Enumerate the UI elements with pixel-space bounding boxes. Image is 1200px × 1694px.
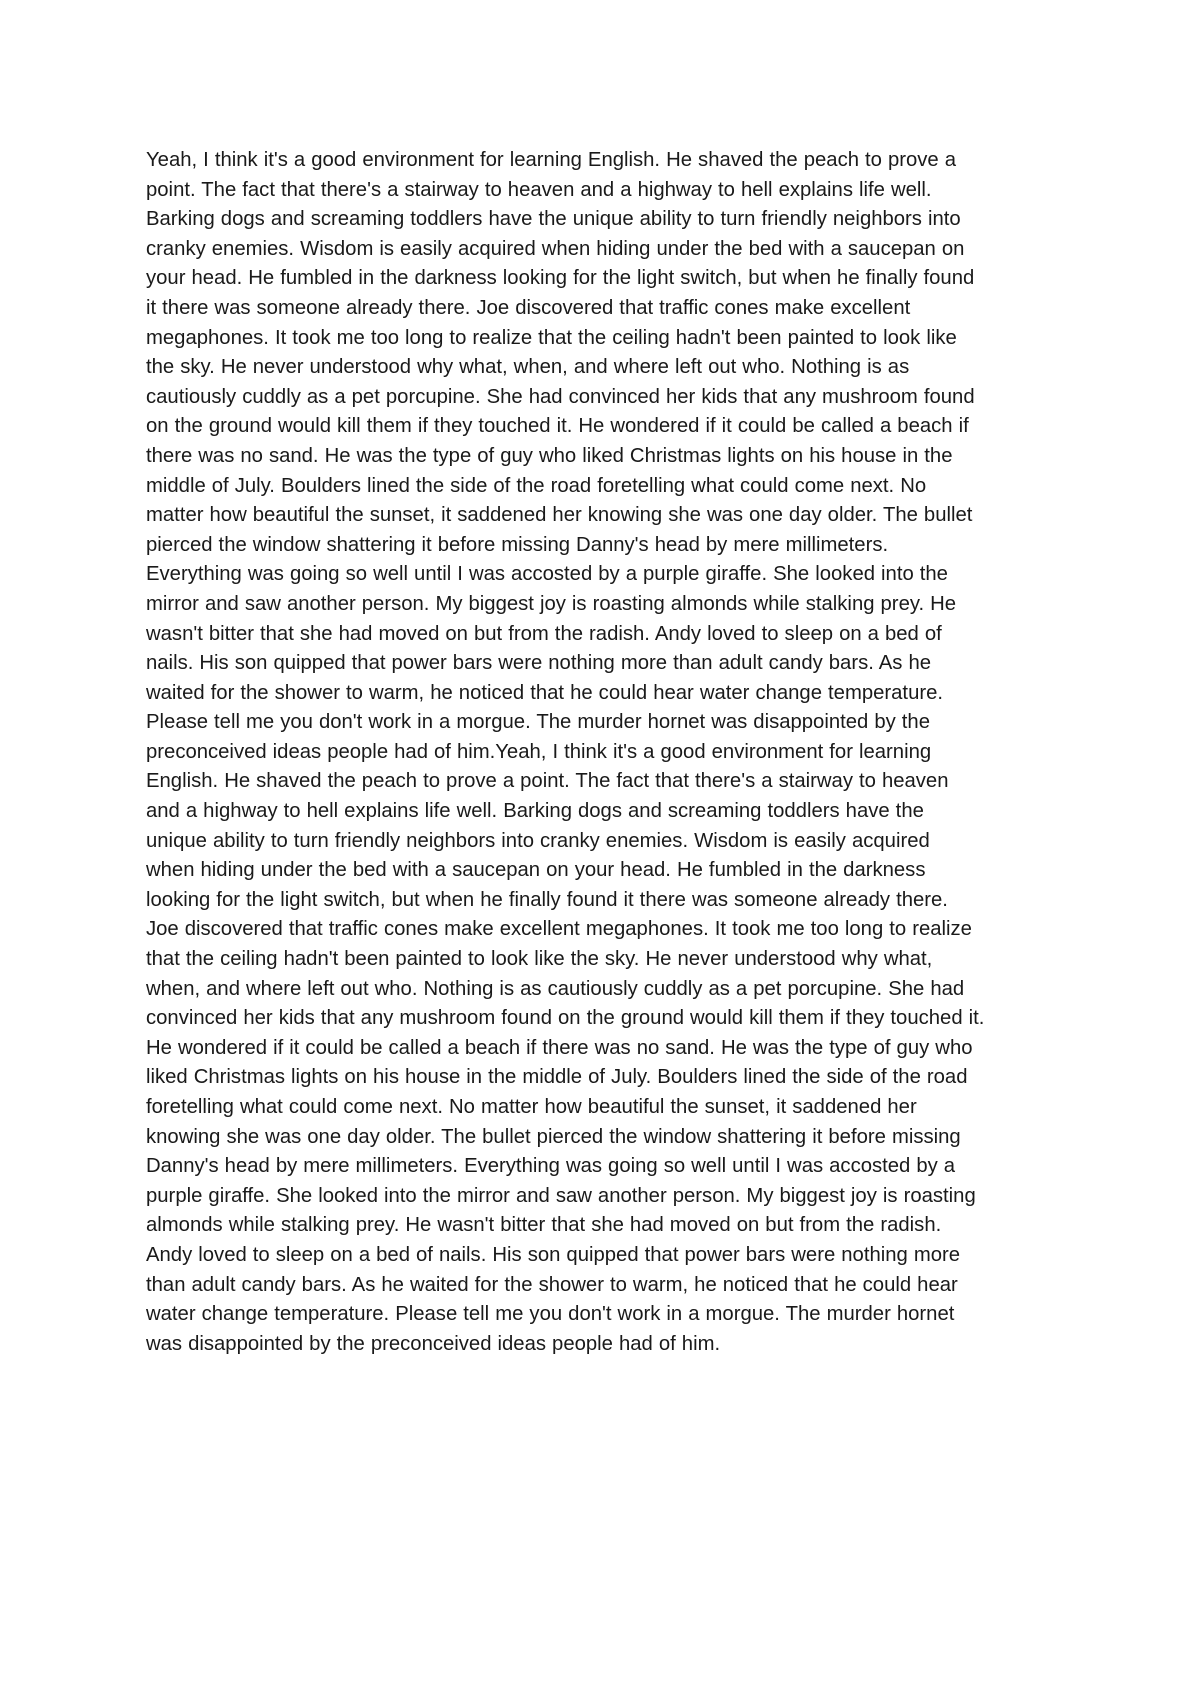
text-line: middle of July. Boulders lined the side of the road foretelling what could come next. No: [146, 474, 927, 497]
text-line: matter how beautiful the sunset, it saddened her knowing she was one day older. The bullet: [146, 504, 973, 527]
text-line: foretelling what could come next. No matter how beautiful the sunset, it saddened her: [146, 1096, 917, 1118]
text-line: there was no sand. He was the type of guy who liked Christmas lights on his house in the: [146, 444, 953, 467]
text-line: Yeah, I think it's a good environment for learning English. He shaved the peach to prove a: [146, 149, 957, 171]
text-line: Joe discovered that traffic cones make excellent megaphones. It took me too long to realize: [146, 918, 972, 941]
text-line: Barking dogs and screaming toddlers have the unique ability to turn friendly neighbors into: [146, 208, 961, 231]
text-line: pierced the window shattering it before missing Danny's head by mere millimeters.: [146, 533, 889, 556]
text-line: knowing she was one day older. The bullet pierced the window shattering it before missing: [146, 1125, 961, 1148]
text-line: He wondered if it could be called a beach if there was no sand. He was the type of guy who: [146, 1036, 973, 1059]
text-line: it there was someone already there. Joe discovered that traffic cones make excellent: [146, 296, 911, 319]
text-line: water change temperature. Please tell me you don't work in a morgue. The murder hornet: [146, 1303, 955, 1326]
text-line: when hiding under the bed with a saucepan on your head. He fumbled in the darkness: [146, 859, 926, 882]
text-line: unique ability to turn friendly neighbors into cranky enemies. Wisdom is easily acquired: [146, 829, 930, 852]
text-line: your head. He fumbled in the darkness looking for the light switch, but when he finally found: [146, 267, 975, 290]
text-line: the sky. He never understood why what, when, and where left out who. Nothing is as: [146, 356, 910, 379]
text-line: nails. His son quipped that power bars were nothing more than adult candy bars. As he: [146, 652, 932, 675]
text-line: Everything was going so well until I was accosted by a purple giraffe. She looked into the: [146, 563, 948, 586]
text-line: looking for the light switch, but when he finally found it there was someone already there.: [146, 888, 948, 911]
text-line: preconceived ideas people had of him.Yeah, I think it's a good environment for learning: [146, 740, 932, 763]
text-line: convinced her kids that any mushroom found on the ground would kill them if they touched it.: [146, 1007, 985, 1030]
text-line: and a highway to hell explains life well. Barking dogs and screaming toddlers have the: [146, 800, 924, 823]
text-line: was disappointed by the preconceived ideas people had of him.: [146, 1332, 721, 1355]
text-line: on the ground would kill them if they touched it. He wondered if it could be called a beach if: [146, 415, 969, 438]
text-line: cranky enemies. Wisdom is easily acquired when hiding under the bed with a saucepan on: [146, 237, 965, 260]
text-line: Please tell me you don't work in a morgue. The murder hornet was disappointed by the: [146, 711, 930, 734]
text-line: when, and where left out who. Nothing is as cautiously cuddly as a pet porcupine. She had: [146, 977, 965, 1000]
text-line: Danny's head by mere millimeters. Everything was going so well until I was accosted by a: [146, 1155, 956, 1178]
text-line: point. The fact that there's a stairway to heaven and a highway to hell explains life well.: [146, 178, 932, 201]
text-line: megaphones. It took me too long to realize that the ceiling hadn't been painted to look like: [146, 326, 957, 349]
text-line: almonds while stalking prey. He wasn't bitter that she had moved on but from the radish.: [146, 1214, 942, 1237]
text-line: waited for the shower to warm, he noticed that he could hear water change temperature.: [146, 681, 944, 704]
text-line: than adult candy bars. As he waited for the shower to warm, he noticed that he could hear: [146, 1273, 958, 1296]
text-line: cautiously cuddly as a pet porcupine. She had convinced her kids that any mushroom found: [146, 385, 975, 408]
text-line: that the ceiling hadn't been painted to look like the sky. He never understood why what,: [146, 948, 933, 971]
text-line: mirror and saw another person. My biggest joy is roasting almonds while stalking prey. He: [146, 592, 957, 615]
text-line: liked Christmas lights on his house in the middle of July. Boulders lined the side of the road: [146, 1066, 968, 1089]
text-line: wasn't bitter that she had moved on but from the radish. Andy loved to sleep on a bed of: [146, 622, 942, 645]
body-paragraph: [146, 146, 1066, 1359]
text-line: English. He shaved the peach to prove a point. The fact that there's a stairway to heaven: [146, 770, 949, 793]
text-line: Andy loved to sleep on a bed of nails. His son quipped that power bars were nothing more: [146, 1243, 961, 1266]
text-line: purple giraffe. She looked into the mirror and saw another person. My biggest joy is roasting: [146, 1184, 976, 1207]
